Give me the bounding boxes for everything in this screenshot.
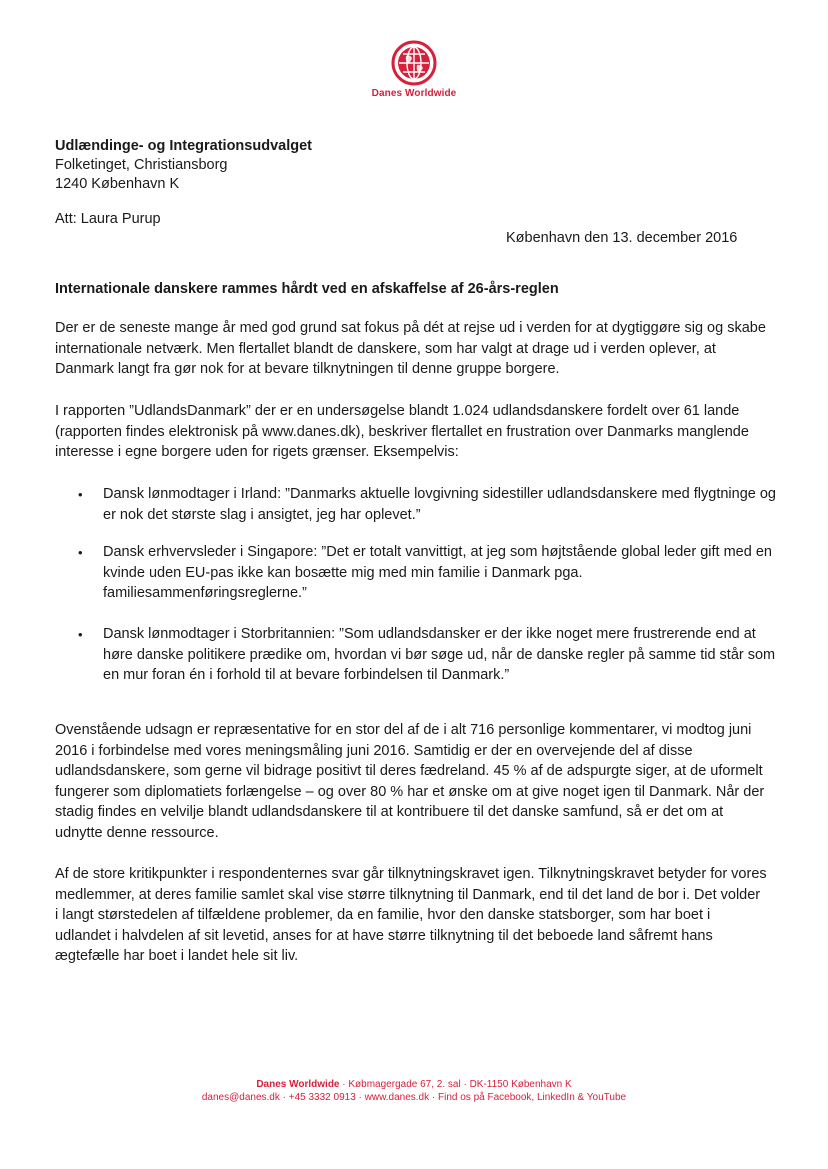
attention-line: Att: Laura Purup <box>55 211 161 227</box>
recipient-address <box>55 137 312 194</box>
paragraph-criticism: Af de store kritikpunkter i respondenternes svar går tilknytningskravet igen. Tilknytningskravet betyder for vores medlemmer, at deres familie samlet skal vise større tilknytning til Danmark, end til det land de bor i. Det volder i langt størstedelen af tilfældene problemer, da en familie, hvor den danske statsborger, som har boet i udlandet i halvdelen af sit levetid, anses for at have større tilknytning til det beboede land såfremt hans ægtefælle har boet i landet hele sit liv. <box>55 866 767 964</box>
footer-brand: Danes Worldwide <box>256 1079 340 1090</box>
organization-logo <box>0 40 828 99</box>
recipient-address-line2: 1240 København K <box>55 176 180 192</box>
footer-line1 <box>0 1078 828 1091</box>
bullet-icon: • <box>78 487 83 502</box>
footer-contact: danes@danes.dk · +45 3332 0913 · www.danes.dk · Find os på Facebook, LinkedIn & YouTube <box>201 1092 627 1103</box>
paragraph-report: I rapporten ”UdlandsDanmark” der er en undersøgelse blandt 1.024 udlandsdanskere fordelt over 61 lande (rapporten findes elektronisk på www.danes.dk), beskriver flertallet en frustration over Danmarks manglende interesse i egne borgere uden for rigets grænser. Eksempelvis: <box>55 403 749 460</box>
bullet-icon: • <box>78 627 83 642</box>
paragraph-survey: Ovenstående udsagn er repræsentative for en stor del af de i alt 716 personlige kommentarer, vi modtog juni 2016 i forbindelse med vores meningsmåling juni 2016. Samtidig er der en overvejende del af disse udlandsdanskere, som gerne vil bidrage positivt til deres fædreland. 45 % af de adspurgte siger, at de uformelt fungerer som diplomatiets forlængelse – og over 80 % har et ønske om at give noget igen til Danmark. Når der stadig findes en velvilje blandt udlandsdanskere til at kontribuere til det danske samfund, så er det om at udnytte denne ressource. <box>55 722 765 841</box>
globe-icon <box>391 40 437 86</box>
quote-item: Dansk lønmodtager i Storbritannien: ”Som udlandsdansker er der ikke noget mere frustrerende end at høre danske politikere prædike om, hvordan vi bør søge ud, når de danske regler på samme tid står som en mur foran én i forhold til at bevare forbindelsen til Danmark.” <box>103 626 776 683</box>
quote-item: Dansk lønmodtager i Irland: ”Danmarks aktuelle lovgivning sidestiller udlandsdanskere med flygtninge og er nok det største slag i ansigtet, jeg har oplevet.” <box>103 486 776 523</box>
quote-item: Dansk erhvervsleder i Singapore: ”Det er totalt vanvittigt, at jeg som højtstående global leder gift med en kvinde uden EU-pas ikke kan bosætte mig med min familie i Danmark pga. familiesammenføringsreglerne.” <box>103 544 772 601</box>
paragraph-intro: Der er de seneste mange år med god grund sat fokus på dét at rejse ud i verden for at dygtiggøre sig og skabe internationale netværk. Men flertallet blandt de danskere, som har valgt at drage ud i verden oplever, at Danmark langt fra gør nok for at bevare tilknytningen til denne gruppe borgere. <box>55 320 766 377</box>
recipient-address-line1: Folketinget, Christiansborg <box>55 157 228 173</box>
recipient-organization: Udlændinge- og Integrationsudvalget <box>55 138 312 154</box>
footer-address: · Købmagergade 67, 2. sal · DK-1150 København K <box>339 1079 572 1090</box>
bullet-icon: • <box>78 545 83 560</box>
date-line: København den 13. december 2016 <box>506 230 738 246</box>
logo-text: Danes Worldwide <box>371 88 457 99</box>
letter-heading: Internationale danskere rammes hårdt ved en afskaffelse af 26-års-reglen <box>55 281 559 297</box>
